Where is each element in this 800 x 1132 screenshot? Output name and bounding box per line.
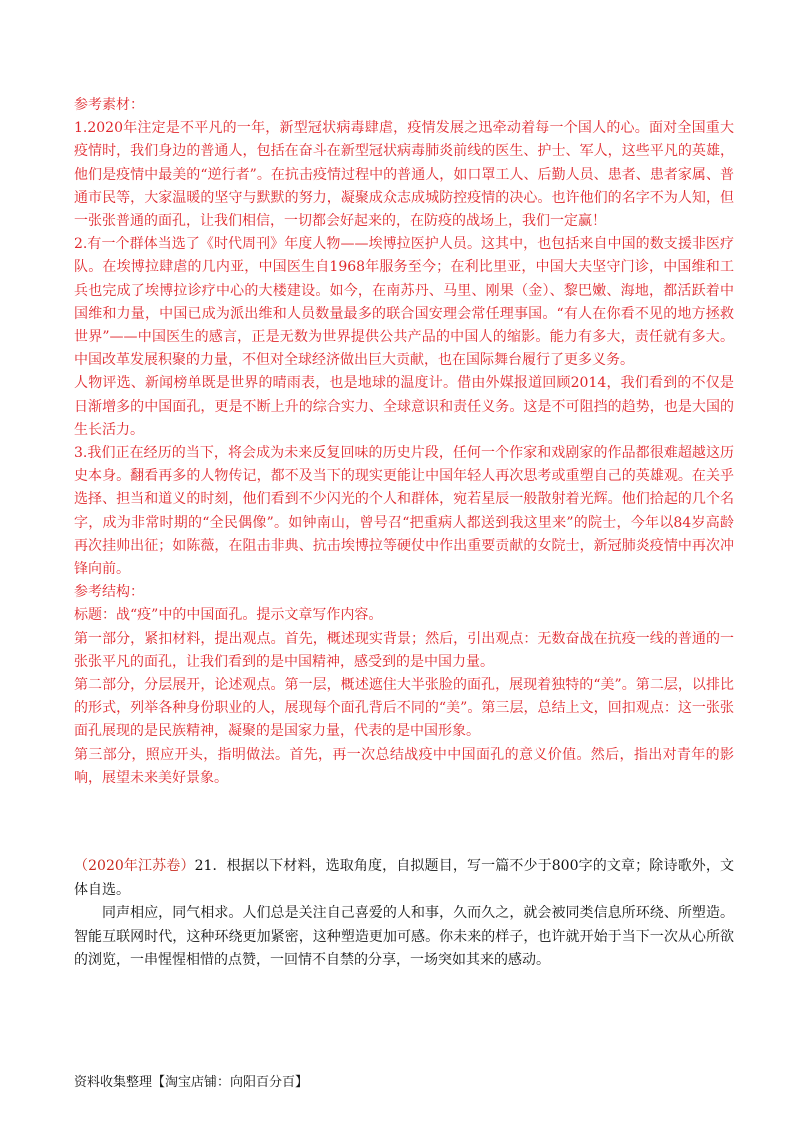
footer-note: 资料收集整理【淘宝店铺：向阳百分百】	[74, 1075, 309, 1090]
material-paragraph-1: 1.2020年注定是不平凡的一年，新型冠状病毒肆虐，疫情发展之迅牵动着每一个国人的心。面对全国重大疫情时，我们身边的普通人，包括在奋斗在新型冠状病毒肺炎前线的医生、护士、军人，这些平凡的英雄，他们是疫情中最美的“逆行者”。在抗击疫情过程中的普通人，如口罩工人、后勤人员、患者、患者家属、普通市民等，大家温暖的坚守与默默的努力，凝聚成众志成城防控疫情的决心。也许他们的名字不为人知，但一张张普通的面孔，让我们相信，一切都会好起来的，在防疫的战场上，我们一定赢！	[74, 120, 734, 230]
material-paragraph-2b: 人物评选、新闻榜单既是世界的晴雨表，也是地球的温度计。借由外媒报道回顾2014，我们看到的不仅是日渐增多的中国面孔，更是不断上升的综合实力、全球意识和责任义务。这是不可阻挡的趋势，也是大国的生长活力。	[74, 375, 734, 438]
reference-material-heading: 参考素材：	[74, 97, 144, 113]
question-section	[74, 855, 734, 973]
question-prompt-line	[74, 855, 734, 902]
reference-section	[74, 94, 734, 790]
question-prompt: 21．根据以下材料，选取角度，自拟题目，写一篇不少于800字的文章；除诗歌外，文体自选。	[74, 858, 734, 898]
reference-structure-heading: 参考结构：	[74, 584, 144, 601]
structure-part-3: 第三部分，照应开头，指明做法。首先，再一次总结战疫中中国面孔的意义价值。然后，指出对青年的影响，展望未来美好景象。	[74, 746, 734, 786]
structure-part-1: 第一部分，紧扣材料，提出观点。首先，概述现实背景；然后，引出观点：无数奋战在抗疫一线的普通的一张张平凡的面孔，让我们看到的是中国精神，感受到的是中国力量。	[74, 630, 734, 670]
question-material: 同声相应，同气相求。人们总是关注自己喜爱的人和事，久而久之，就会被同类信息所环绕、所塑造。智能互联网时代，这种环绕更加紧密，这种塑造更加可感。你未来的样子，也许就开始于当下一次从心所欲的浏览，一串惺惺相惜的点赞，一回情不自禁的分享，一场突如其来的感动。	[74, 905, 734, 968]
material-paragraph-3: 3.我们正在经历的当下，将会成为未来反复回味的历史片段，任何一个作家和戏剧家的作品都很难超越这历史本身。翻看再多的人物传记，都不及当下的现实更能让中国年轻人再次思考或重塑自己的英雄观。在关乎选择、担当和道义的时刻，他们看到不少闪光的个人和群体，宛若星辰一般散射着光辉。他们拾起的几个名字，成为非常时期的“全民偶像”。如钟南山，曾号召“把重病人都送到我这里来”的院士，今年以84岁高龄再次挂帅出征；如陈薇，在阻击非典、抗击埃博拉等硬仗中作出重要贡献的女院士，新冠肺炎疫情中再次冲锋向前。	[74, 445, 734, 578]
material-paragraph-2: 2.有一个群体当选了《时代周刊》年度人物——埃博拉医护人员。这其中，也包括来自中国的数支援非医疗队。在埃博拉肆虐的几内亚，中国医生自1968年服务至今；在利比里亚，中国大夫坚守门诊，中国维和工兵也完成了埃博拉诊疗中心的大楼建设。如今，在南苏丹、马里、刚果（金）、黎巴嫩、海地，都活跃着中国维和力量，中国已成为派出维和人员数量最多的联合国安理会常任理事国。“有人在你看不见的地方拯救世界”——中国医生的感言，正是无数为世界提供公共产品的中国人的缩影。能力有多大，责任就有多大。中国改革发展积聚的力量，不但对全球经济做出巨大贡献，也在国际舞台履行了更多义务。	[74, 236, 734, 369]
structure-part-2: 第二部分，分层展开，论述观点。第一层，概述遮住大半张脸的面孔，展现着独特的“美”。第二层，以排比的形式，列举各种身份职业的人，展现每个面孔背后不同的“美”。第三层，总结上文，回扣观点：这一张张面孔展现的是民族精神，凝聚的是国家力量，代表的是中国形象。	[74, 677, 734, 740]
question-source: （2020年江苏卷）	[74, 858, 195, 874]
structure-title-line: 标题：战“疫”中的中国面孔。提示文章写作内容。	[74, 607, 383, 624]
